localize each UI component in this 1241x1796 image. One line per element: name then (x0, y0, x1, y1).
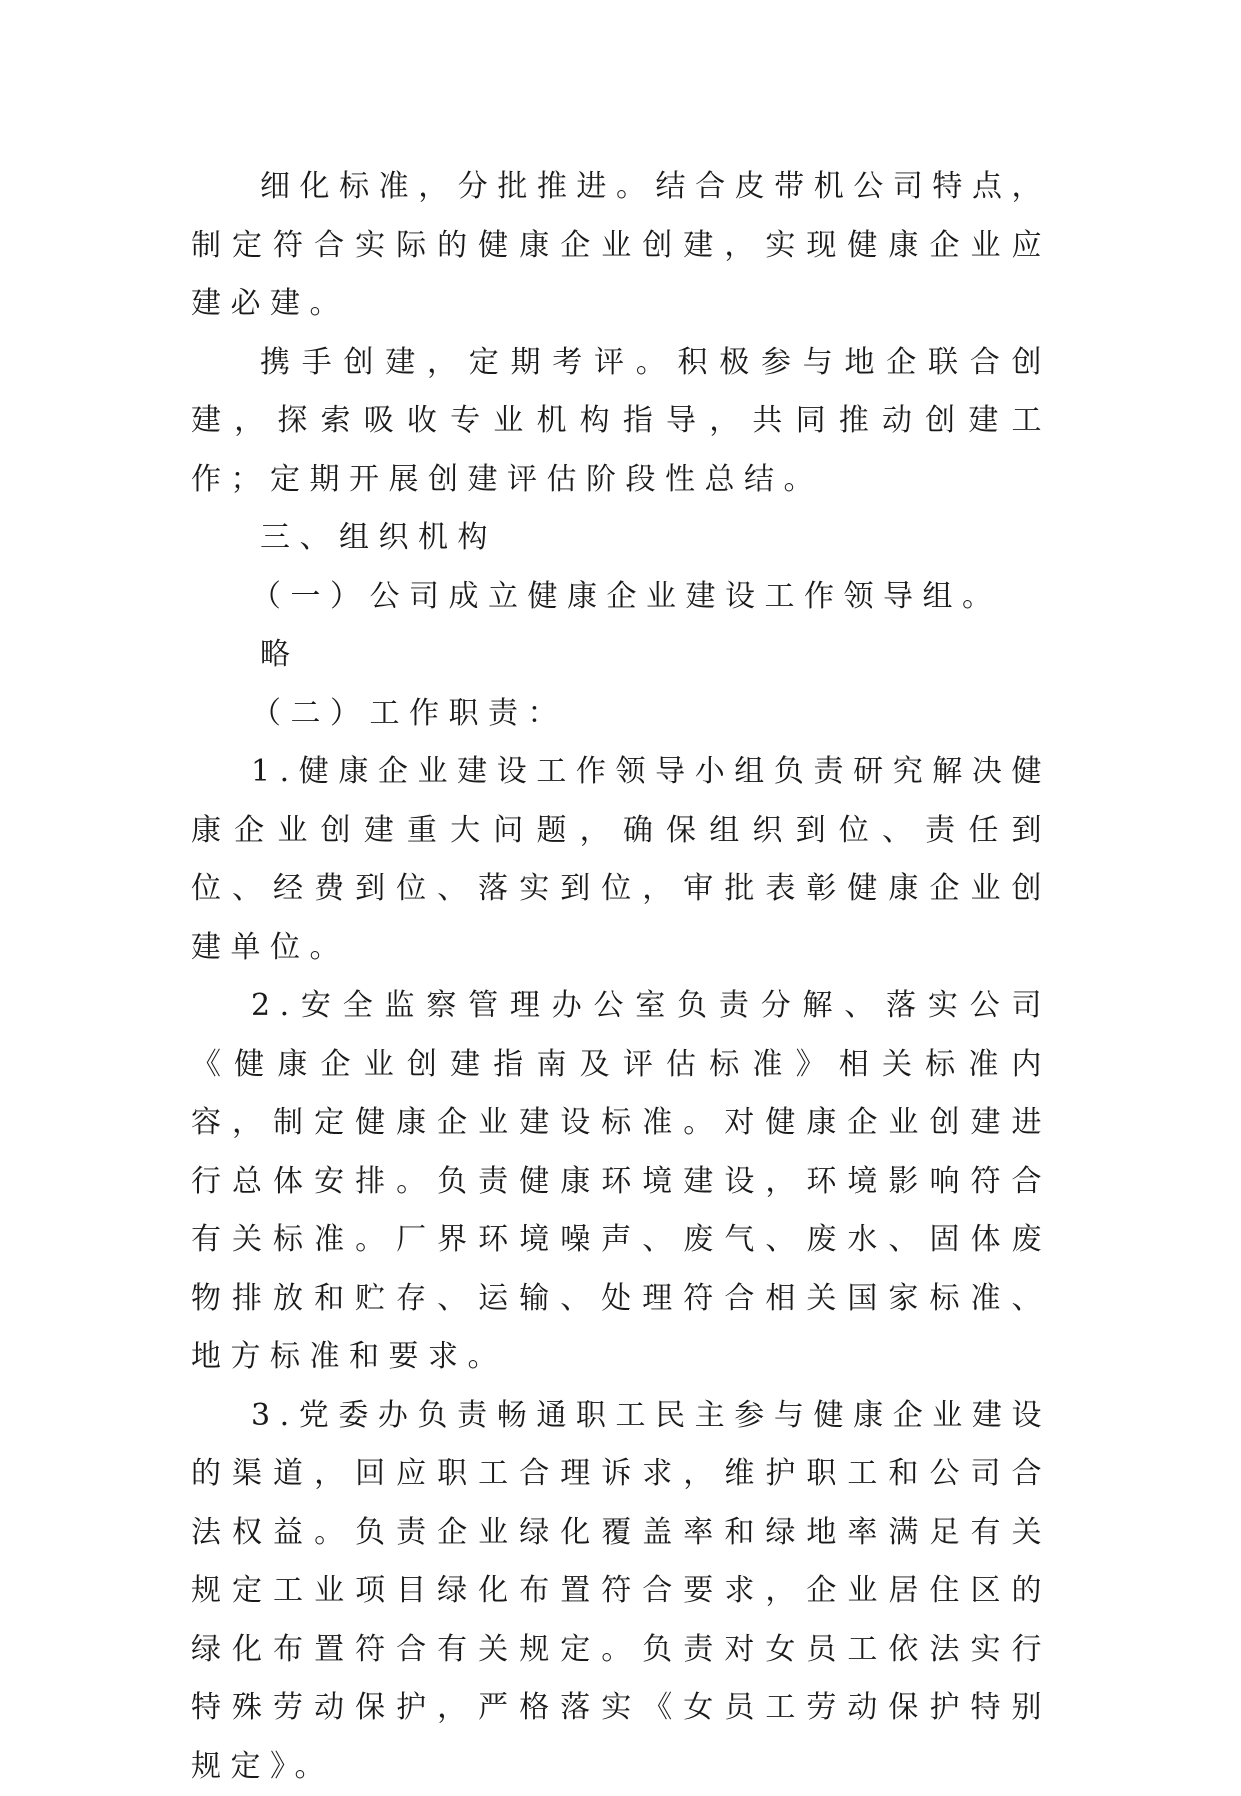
subheading-duties: （二）工作职责： (191, 685, 1051, 744)
document-body (191, 158, 1051, 1796)
duty-item-3: 3.党委办负责畅通职工民主参与健康企业建设的渠道，回应职工合理诉求，维护职工和公司合法权益。负责企业绿化覆盖率和绿地率满足有关规定工业项目绿化布置符合要求，企业居住区的绿化布置符合有关规定。负责对女员工依法实行特殊劳动保护，严格落实《女员工劳动保护特别规定》。 (191, 1387, 1051, 1796)
paragraph-joint-creation: 携手创建，定期考评。积极参与地企联合创建，探索吸收专业机构指导，共同推动创建工作；定期开展创建评估阶段性总结。 (191, 334, 1051, 510)
paragraph-refine-standards: 细化标准，分批推进。结合皮带机公司特点，制定符合实际的健康企业创建，实现健康企业应建必建。 (191, 158, 1051, 334)
duty-item-2: 2.安全监察管理办公室负责分解、落实公司《健康企业创建指南及评估标准》相关标准内容，制定健康企业建设标准。对健康企业创建进行总体安排。负责健康环境建设，环境影响符合有关标准。厂界环境噪声、废气、废水、固体废物排放和贮存、运输、处理符合相关国家标准、地方标准和要求。 (191, 977, 1051, 1387)
subheading-leadership-group: （一）公司成立健康企业建设工作领导组。 (191, 568, 1051, 627)
duty-item-1: 1.健康企业建设工作领导小组负责研究解决健康企业创建重大问题，确保组织到位、责任到位、经费到位、落实到位，审批表彰健康企业创建单位。 (191, 743, 1051, 977)
section-heading-organization: 三、组织机构 (191, 509, 1051, 568)
paragraph-omitted: 略 (191, 626, 1051, 685)
